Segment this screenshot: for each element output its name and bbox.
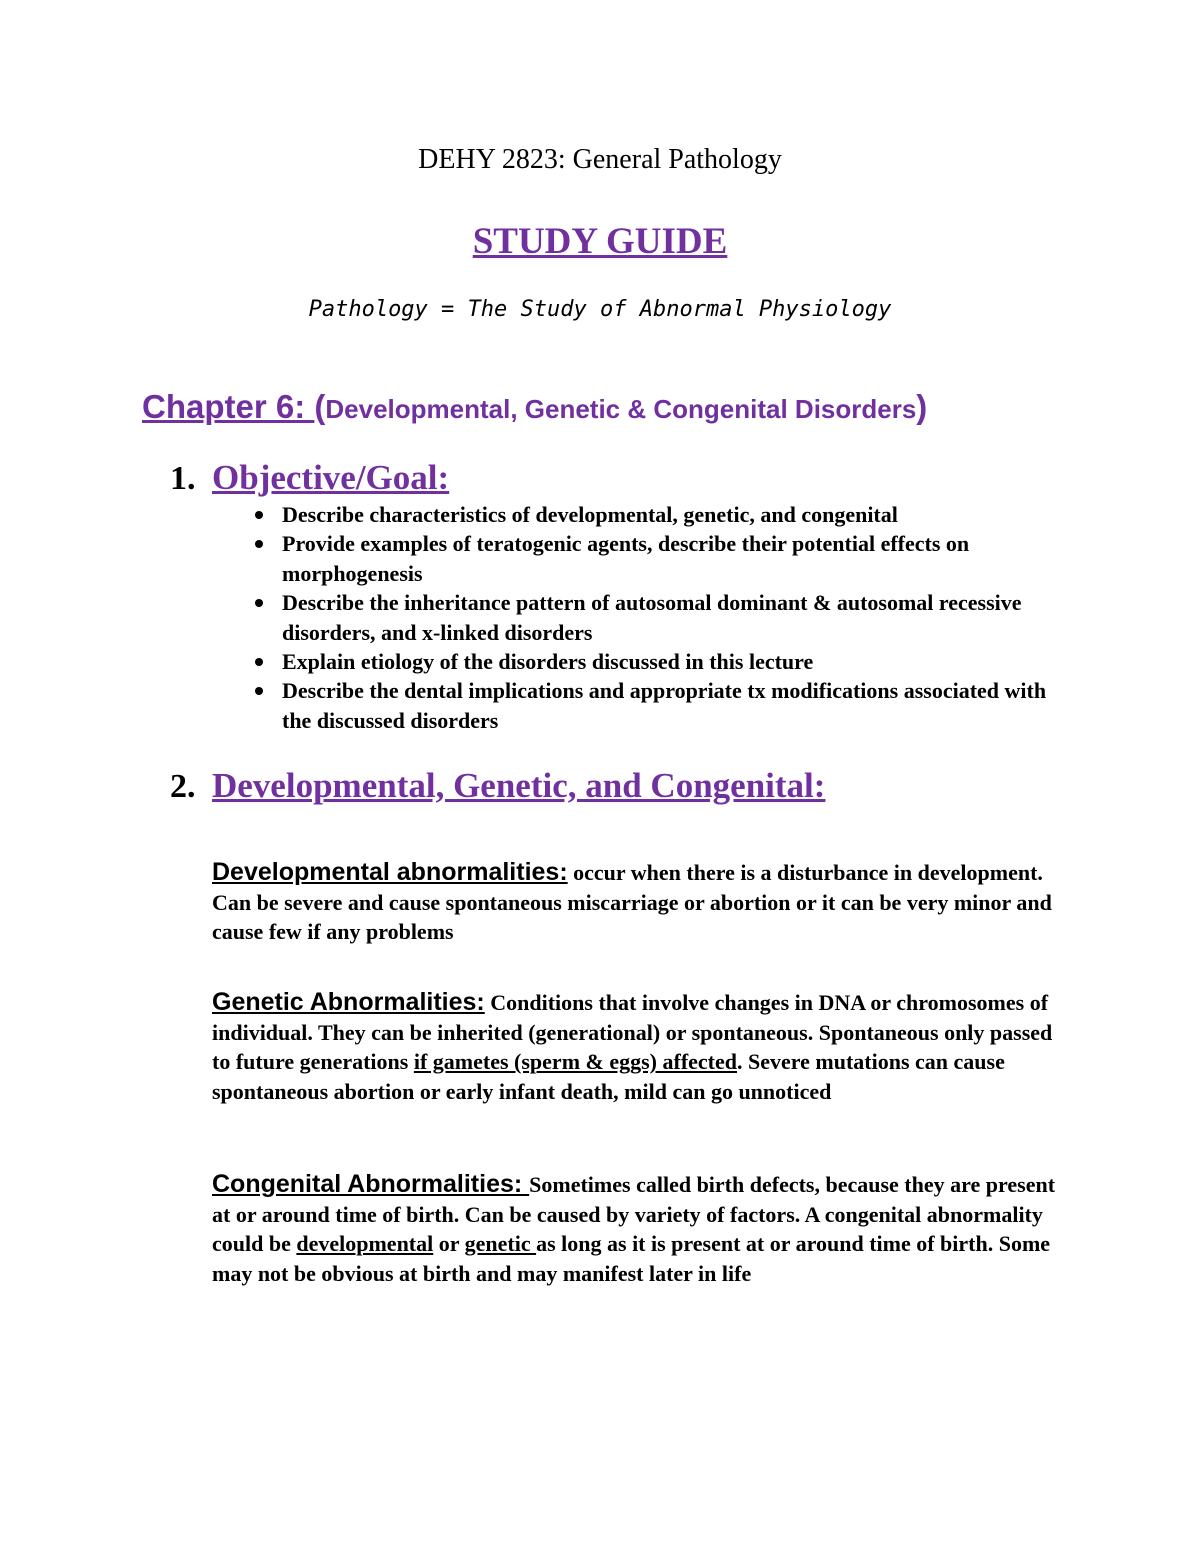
chapter-close-paren: ) xyxy=(916,388,928,425)
bullet-icon xyxy=(255,511,263,519)
list-item xyxy=(247,676,1047,735)
developmental-emphasis: developmental xyxy=(296,1231,434,1256)
study-guide-title: STUDY GUIDE xyxy=(472,221,728,262)
objective-list xyxy=(247,500,1047,735)
congenital-term: Congenital Abnormalities: xyxy=(212,1170,530,1198)
list-item-text: Describe the inheritance pattern of autosomal dominant & autosomal recessive disorders, and x-linked disorders xyxy=(282,590,1022,645)
congenital-text: . Can be caused by variety of factors. A congenital abnormality could be xyxy=(212,1201,1043,1256)
present-at-birth-emphasis: present at or around time of birth xyxy=(212,1172,1056,1227)
list-item-text: Describe characteristics of developmental, genetic, and congenital xyxy=(282,502,898,527)
genetic-paragraph xyxy=(212,988,1067,1106)
bullet-icon xyxy=(255,687,263,695)
developmental-paragraph xyxy=(212,858,1067,947)
mild-emphasis: mild xyxy=(624,1078,667,1104)
genetic-text: Conditions that involve changes in DNA or chromosomes of individual. They can be xyxy=(212,990,1049,1045)
list-item xyxy=(247,500,1047,529)
bullet-icon xyxy=(255,599,263,607)
course-title: DEHY 2823: General Pathology xyxy=(418,144,782,175)
chapter-heading xyxy=(142,388,1172,426)
developmental-text: occur when there is a disturbance in development. Can be severe and cause spontaneous miscarriage or abortion or it can be very minor and cause few if any problems xyxy=(212,860,1052,944)
list-item-text: Explain etiology of the disorders discussed in this lecture xyxy=(282,649,814,675)
gametes-underline: if gametes (sperm & eggs) affected xyxy=(413,1049,738,1074)
genetic-text: mutations can cause spontaneous abortion or early infant death, xyxy=(212,1049,1005,1104)
severe-emphasis: Severe xyxy=(748,1049,810,1074)
list-item-text: Describe the dental implications and appropriate tx modifications associated with the discussed disorders xyxy=(282,678,1047,733)
genetic-text: . xyxy=(737,1049,749,1074)
developmental-term: Developmental abnormalities: xyxy=(212,858,568,886)
bullet-icon xyxy=(255,658,263,666)
section-number: 2. xyxy=(170,768,196,805)
genetic-text: . Spontaneous only passed to future generations xyxy=(212,1019,1053,1074)
list-item xyxy=(247,529,1047,588)
congenital-text: as long as it is present at or around time of birth. Some may not be obvious at birth and may manifest later in life xyxy=(212,1231,1051,1286)
bullet-icon xyxy=(255,540,263,548)
list-item xyxy=(247,647,1047,676)
genetic-text: (generational) or xyxy=(522,1019,692,1045)
congenital-text: Sometimes called birth defects, because they are xyxy=(529,1172,986,1197)
chapter-open-paren: ( xyxy=(314,388,326,425)
section-title: Objective/Goal: xyxy=(212,458,450,497)
genetic-text: can go unnoticed xyxy=(666,1078,832,1104)
list-item xyxy=(247,588,1047,647)
chapter-number: Chapter 6: xyxy=(142,388,315,425)
or-emphasis: or xyxy=(433,1231,465,1256)
tagline: Pathology = The Study of Abnormal Physiology xyxy=(308,297,892,322)
list-item-text: Provide examples of teratogenic agents, describe their potential effects on morphogenesis xyxy=(282,531,970,586)
section-number: 1. xyxy=(170,460,196,497)
spontaneous-emphasis: spontaneous xyxy=(691,1019,808,1045)
inherited-emphasis: inherited xyxy=(437,1019,523,1045)
chapter-subtitle: Developmental, Genetic & Congenital Disorders xyxy=(325,394,917,424)
genetic-term: Genetic Abnormalities: xyxy=(212,988,485,1016)
section-definitions-heading xyxy=(170,764,825,815)
genetic-emphasis: genetic xyxy=(464,1231,537,1256)
congenital-paragraph xyxy=(212,1170,1067,1288)
section-title: Developmental, Genetic, and Congenital: xyxy=(212,766,826,805)
